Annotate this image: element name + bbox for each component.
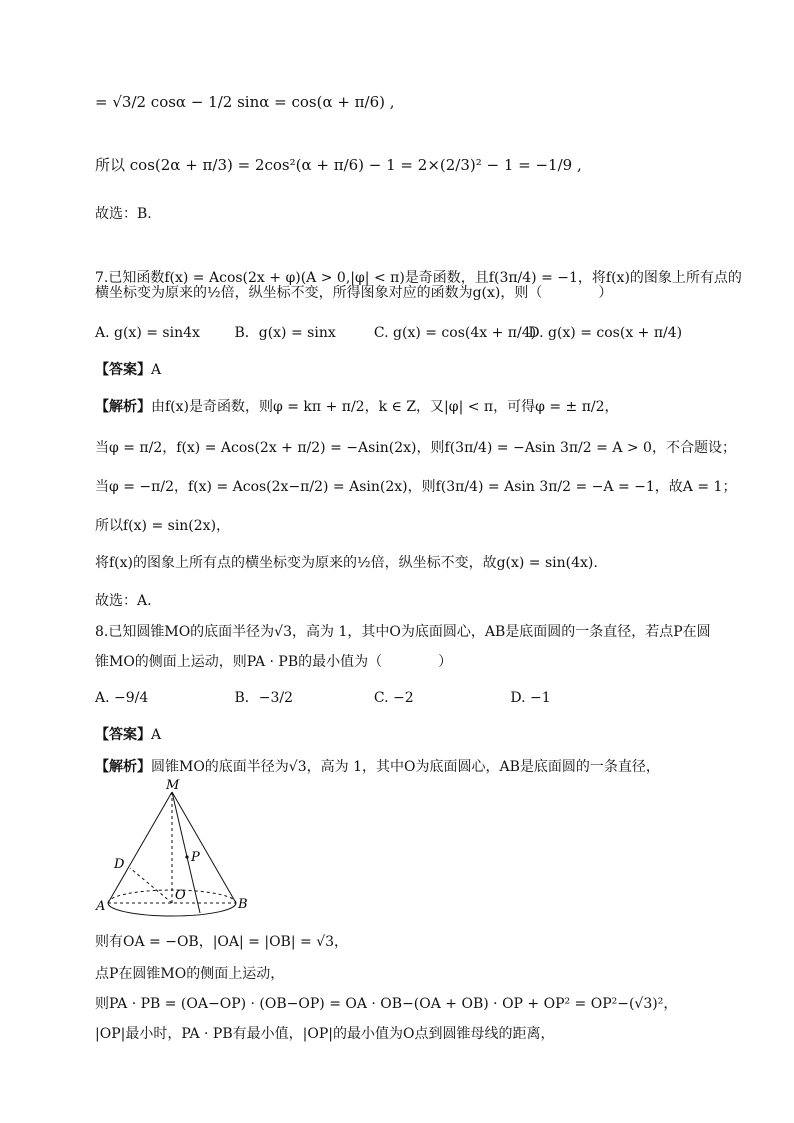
point-p — [185, 855, 188, 858]
question-7-text-1: 7.已知函数f(x) = Acos(2x + φ)(A > 0,|φ| < π)是奇函数，且f(3π/4) = −1，将f(x)的图象上所有点的 — [95, 270, 742, 286]
explanation-8-line-4: 则PA · PB = (OA−OP) · (OB−OP) = OA · OB−(OA + OB) · OP + OP² = OP²−(√3)²， — [95, 996, 678, 1012]
explanation-7-line-2: 当φ = π/2，f(x) = Acos(2x + π/2) = −Asin(2x)，则f(3π/4) = −Asin 3π/2 = A > 0，不合题设； — [95, 440, 736, 456]
option-c: C. g(x) = cos(4x + π/4) — [373, 325, 537, 341]
label-a: A — [96, 899, 106, 914]
equation-line-1: = √3/2 cosα − 1/2 sinα = cos(α + π/6) , — [95, 93, 395, 111]
option-d: D. g(x) = cos(x + π/4) — [528, 325, 683, 341]
answer-value: A — [151, 727, 162, 743]
explanation-7-line-4: 所以f(x) = sin(2x)， — [95, 518, 231, 534]
answer-8 — [95, 725, 161, 745]
explanation-8-line-5: |OP|最小时，PA · PB有最小值，|OP|的最小值为O点到圆锥母线的距离， — [95, 1026, 555, 1042]
explanation-8-line-2: 则有OA = −OB，|OA| = |OB| = √3， — [95, 934, 349, 950]
explanation-8-line-1 — [95, 757, 660, 777]
option-d: D. −1 — [510, 690, 551, 706]
answer-choice-line: 故选：B. — [95, 206, 152, 222]
label-d: D — [114, 857, 125, 872]
explanation-tag: 【解析】 — [95, 399, 151, 415]
segment-od — [130, 868, 172, 903]
explanation-text: 圆锥MO的底面半径为√3，高为 1，其中O为底面圆心，AB是底面圆的一条直径， — [151, 759, 660, 775]
question-8-text-1: 8.已知圆锥MO的底面半径为√3，高为 1，其中O为底面圆心，AB是底面圆的一条直径，若点P在圆 — [95, 624, 711, 640]
option-b: B．−3/2 — [234, 690, 294, 706]
answer-7 — [95, 360, 161, 380]
question-8-options — [95, 688, 551, 708]
question-7-options — [95, 323, 682, 343]
option-a: A. g(x) = sin4x — [95, 325, 200, 341]
explanation-tag: 【解析】 — [95, 759, 151, 775]
question-8-text-2: 锥MO的侧面上运动，则PA · PB的最小值为（ ） — [95, 654, 453, 670]
explanation-8-line-3: 点P在圆锥MO的侧面上运动， — [95, 966, 285, 982]
question-7-text-2: 横坐标变为原来的½倍，纵坐标不变，所得图象对应的函数为g(x)，则（ ） — [95, 285, 613, 301]
option-a: A. −9/4 — [95, 690, 149, 706]
equation-line-2: 所以 cos(2α + π/3) = 2cos²(α + π/6) − 1 = 2×(2/3)² − 1 = −1/9 , — [95, 156, 582, 174]
option-b: B．g(x) = sinx — [234, 325, 336, 341]
cone-figure — [90, 778, 260, 923]
explanation-text: 由f(x)是奇函数，则φ = kπ + π/2，k ∈ Z，又|φ| < π，可得φ = ± π/2， — [151, 399, 619, 415]
answer-value: A — [151, 362, 162, 378]
label-o: O — [175, 888, 186, 903]
generatrix-mb — [172, 792, 236, 903]
explanation-7-line-5: 将f(x)的图象上所有点的横坐标变为原来的½倍，纵坐标不变，故g(x) = sin(4x). — [95, 555, 598, 571]
answer-tag: 【答案】 — [95, 727, 151, 743]
explanation-7-line-6: 故选：A. — [95, 593, 152, 609]
generatrix-ma — [108, 792, 172, 903]
explanation-7-line-1 — [95, 397, 619, 417]
option-c: C. −2 — [373, 690, 414, 706]
answer-tag: 【答案】 — [95, 362, 151, 378]
explanation-7-line-3: 当φ = −π/2，f(x) = Acos(2x−π/2) = Asin(2x)，则f(3π/4) = Asin 3π/2 = −A = −1，故A = 1； — [95, 479, 737, 495]
label-b: B — [238, 897, 248, 912]
label-m: M — [166, 778, 180, 793]
label-p: P — [191, 850, 200, 865]
